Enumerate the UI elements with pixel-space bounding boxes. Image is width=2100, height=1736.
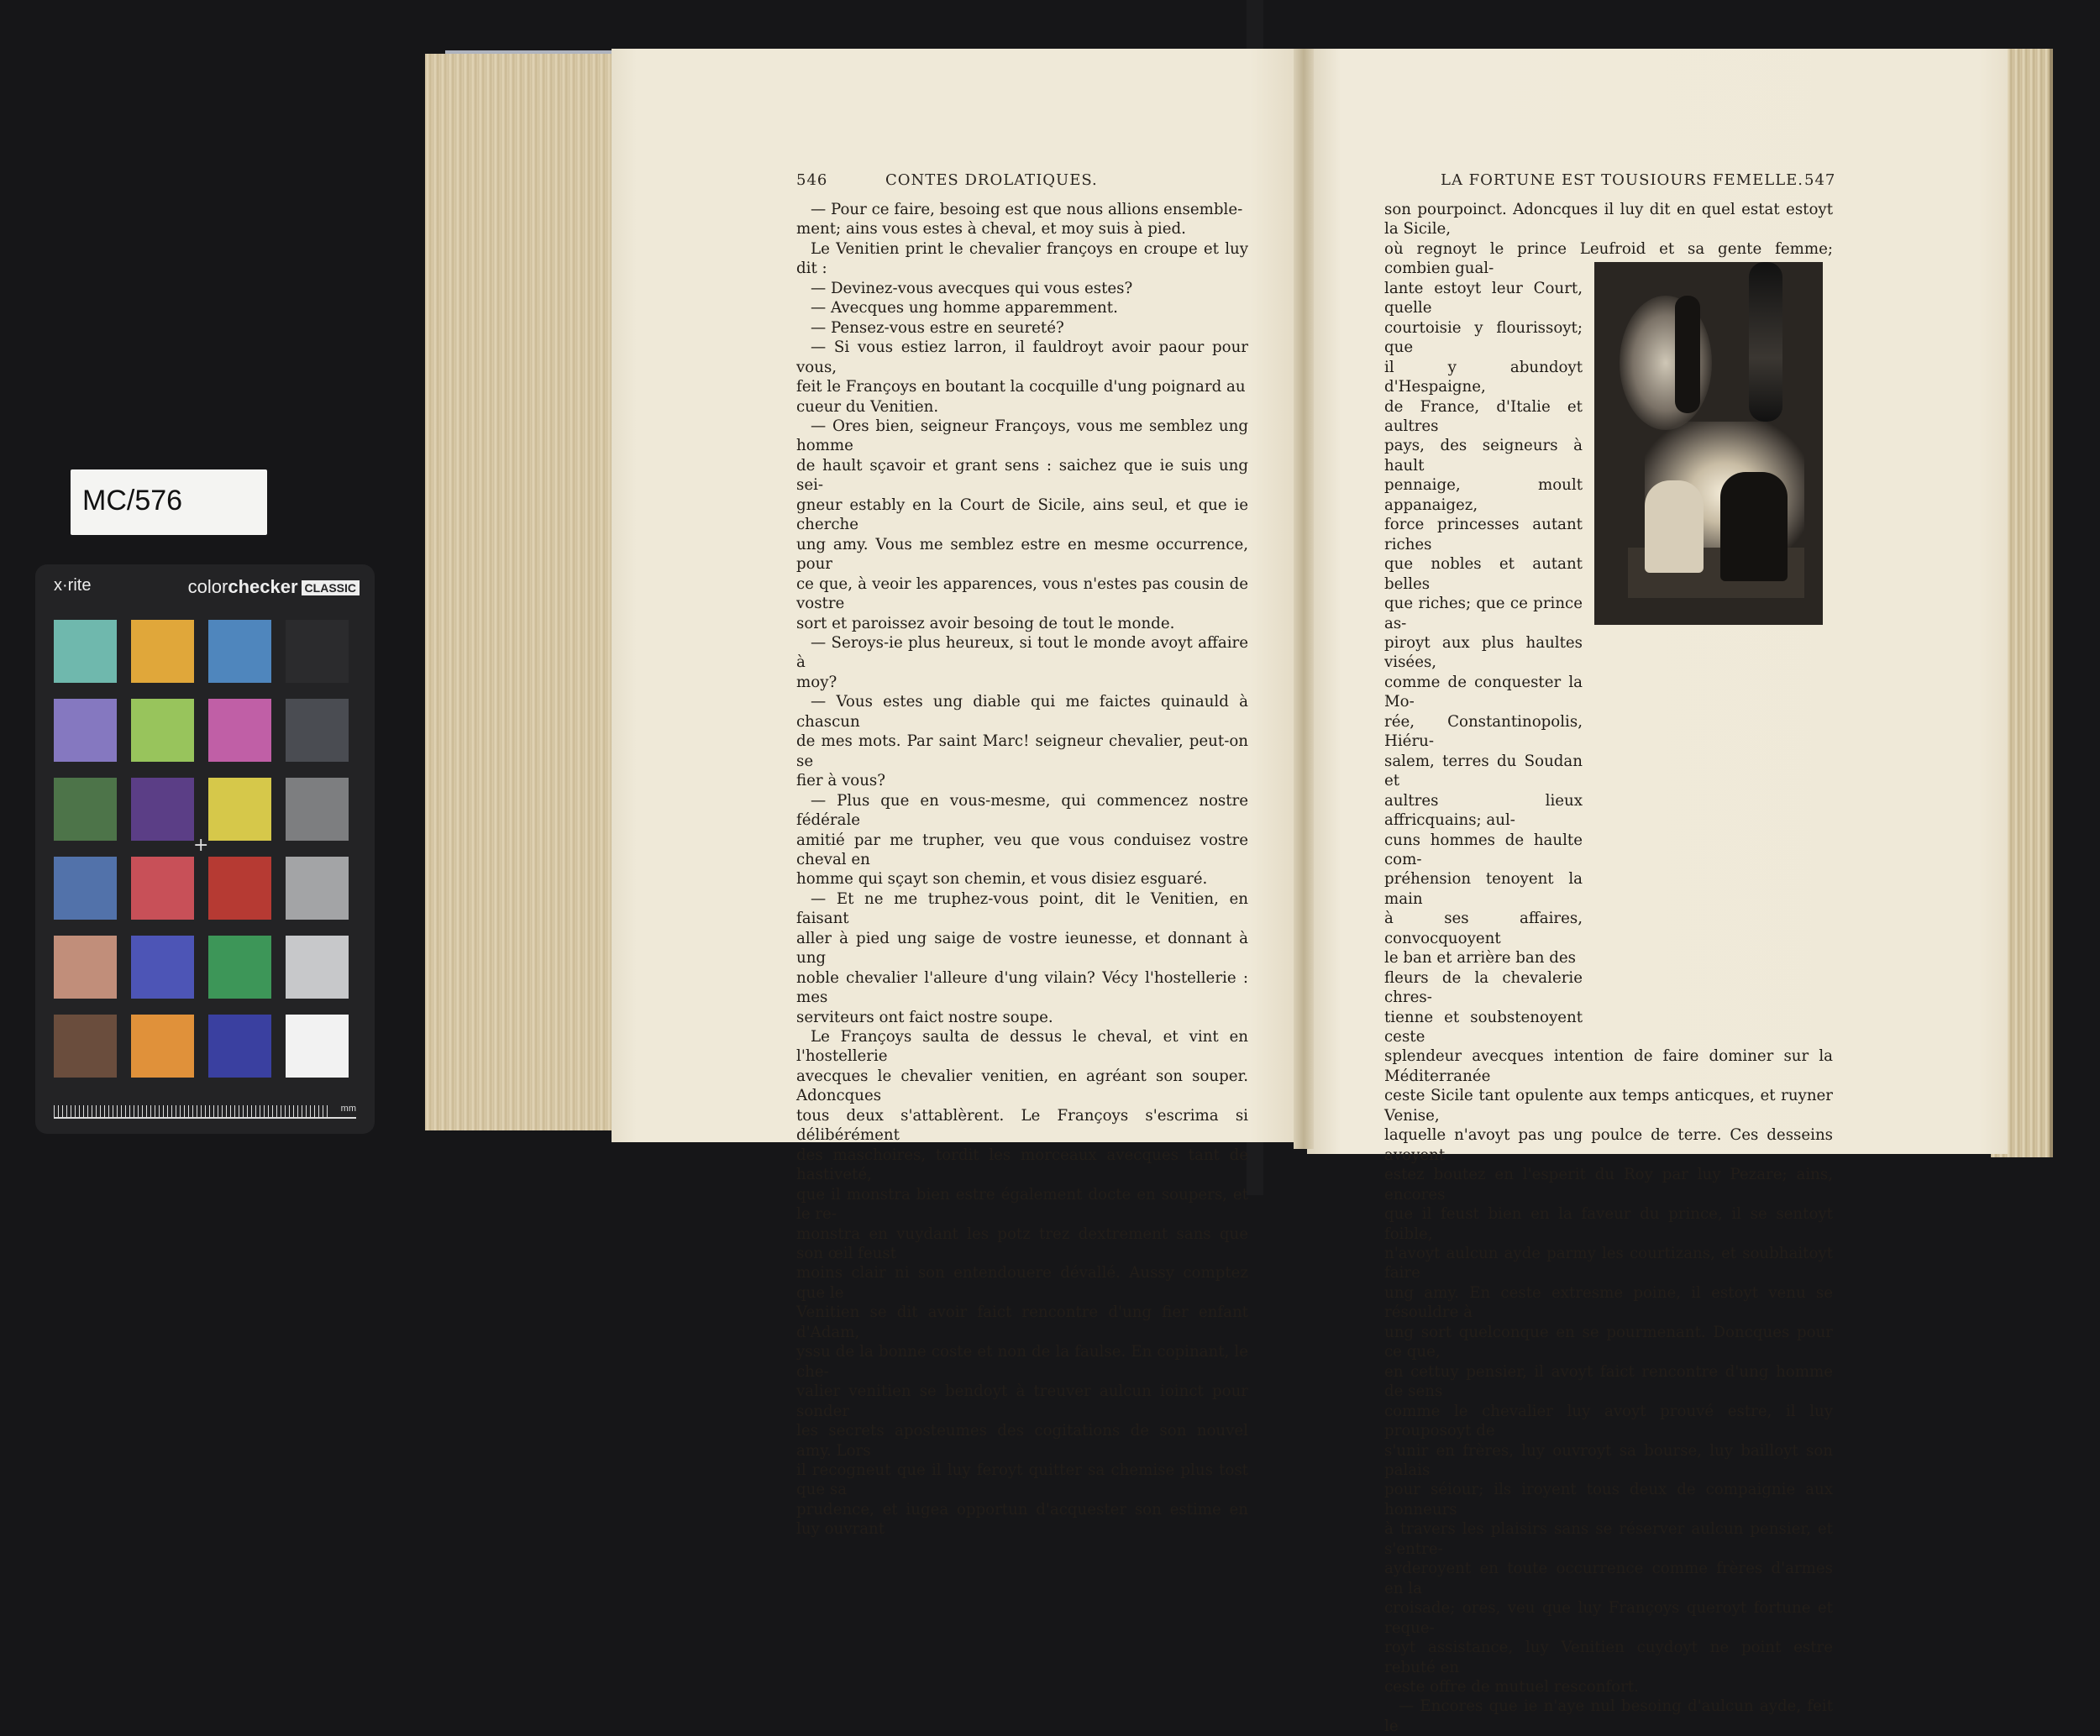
color-swatch: [54, 699, 117, 762]
ruler: [54, 1100, 356, 1119]
text-line: moins clair ni son entendouere dévallé. Aussy comptez que le: [796, 1264, 1248, 1302]
right-text-beside-illustration: [1384, 279, 1583, 1047]
illustration-seated-figure: [1720, 472, 1788, 581]
text-line: que nobles et autant belles: [1384, 555, 1583, 593]
text-line: ceste offre de mutuel resconfort.: [1384, 1677, 1639, 1696]
engraving-illustration: [1594, 262, 1823, 625]
text-line: serviteurs ont faict nostre soupe.: [796, 1008, 1053, 1026]
text-line: ung sort quelconque en se pourmenant. Doncques pour ce que,: [1384, 1323, 1833, 1361]
left-page-text: [796, 200, 1248, 1539]
text-line: pays, des seigneurs à hault: [1384, 437, 1583, 475]
text-line: laquelle n'avoyt pas ung poulce de terre. Ces desseins avoyent: [1384, 1126, 1833, 1164]
book-gutter: [1294, 49, 1314, 1149]
text-line: Le Venitien print le chevalier françoys en croupe et luy dit :: [796, 239, 1248, 278]
color-swatch: [131, 1015, 194, 1078]
text-line: prudence, et iugea opportun d'acquester son estime en luy ouvrant: [796, 1500, 1248, 1539]
text-line: — Vous estes ung diable qui me faictes quinauld à chascun: [796, 693, 1248, 731]
text-line: — Seroys-ie plus heureux, si tout le monde avoyt affaire à: [796, 633, 1248, 672]
ruler-ticks: [54, 1105, 331, 1117]
text-line: salem, terres du Soudan et: [1384, 752, 1583, 790]
text-line: rée, Constantinopolis, Hiéru-: [1384, 712, 1583, 751]
text-line: cueur du Venitien.: [796, 397, 939, 416]
text-line: comme le chevalier luy avoyt prouvé estre, il luy prouposoyt de: [1384, 1402, 1833, 1440]
illustration-seated-figure: [1645, 480, 1704, 573]
text-line: de hault sçavoir et grant sens : saichez que ie suis ung sei-: [796, 456, 1248, 495]
text-line: préhension tenoyent la main: [1384, 870, 1583, 908]
text-line: tienne et soubstenoyent ceste: [1384, 1008, 1583, 1046]
color-swatch: [131, 778, 194, 841]
text-line: aller à pied ung saige de vostre ieunesse, et donnant à ung: [796, 929, 1248, 968]
color-swatch: [286, 699, 349, 762]
text-line: splendeur avecques intention de faire dominer sur la Méditerranée: [1384, 1047, 1833, 1085]
illustration-hanging-figure: [1749, 262, 1782, 422]
text-line: il recogneut que il luy feroyt quitter sa chemise plus tost que sa: [796, 1461, 1248, 1499]
text-line: — Avecques ung homme apparemment.: [811, 299, 1118, 317]
text-line: courtoisie y flourissoyt; que: [1384, 318, 1583, 357]
text-line: les secrets aposteumes des cogitations de son nouvel amy. Lors: [796, 1422, 1248, 1460]
text-line: — Encores que ie n'aye nul besoing d'aulcun ayde, feit le: [1384, 1697, 1833, 1735]
color-swatch: [54, 857, 117, 920]
text-line: croisade; ores, veu que luy Françoys queroyt fortune et reque-: [1384, 1599, 1833, 1637]
text-line: tous deux s'attablèrent. Le Françoys s'escrima si délibérément: [796, 1106, 1248, 1145]
colorchecker-title-light: color: [187, 576, 228, 597]
text-line: valier venitien se bendoyt à treuver aulcun ioinct pour sonder: [796, 1382, 1248, 1420]
right-text-bottom: [1384, 1046, 1833, 1736]
text-line: où regnoyt le prince Leufroid et sa gente femme; combien gual-: [1384, 239, 1833, 278]
color-swatch: [208, 699, 271, 762]
text-line: avecques le chevalier venitien, en agréant son souper. Adoncques: [796, 1067, 1248, 1105]
color-swatch: [131, 620, 194, 683]
ruler-unit: mm: [340, 1104, 356, 1114]
color-swatch: [131, 857, 194, 920]
text-line: aultres lieux affricquains; aul-: [1384, 791, 1583, 830]
text-line: le ban et arrière ban des: [1384, 949, 1576, 968]
text-line: ment; ains vous estes à cheval, et moy suis à pied.: [796, 220, 1186, 239]
collection-label-text: MC/576: [82, 485, 183, 517]
text-line: fier à vous?: [796, 772, 886, 790]
text-line: cuns hommes de haulte com-: [1384, 831, 1583, 868]
text-line: il y abundoyt d'Hespaigne,: [1384, 358, 1583, 396]
color-swatch: [208, 936, 271, 999]
text-line: son pourpoinct. Adoncques il luy dit en quel estat estoyt la Sicile,: [1384, 201, 1833, 239]
text-line: des maschoires, tordit les morceaux avecques tant de hastiveté,: [796, 1146, 1248, 1184]
color-swatch: [208, 778, 271, 841]
color-swatch: [131, 699, 194, 762]
text-line: noble chevalier l'alleure d'ung vilain? Vécy l'hostellerie : mes: [796, 968, 1248, 1007]
crosshair-icon: +: [193, 835, 209, 856]
text-line: Venitien se dit avoir faict rencontre d'ung fier enfant d'Adam,: [796, 1303, 1248, 1341]
color-swatch: [54, 620, 117, 683]
text-line: force princesses autant riches: [1384, 516, 1583, 553]
text-line: — Et ne me truphez-vous point, dit le Venitien, en faisant: [796, 889, 1248, 928]
text-line: yssu de la bonne coste et non de la faulse. En copinant, le che-: [796, 1343, 1248, 1381]
ruler-line: [54, 1117, 356, 1119]
text-line: ceste Sicile tant opulente aux temps anticques, et ruyner Venise,: [1384, 1087, 1833, 1125]
color-swatch: [208, 1015, 271, 1078]
color-swatch: [208, 857, 271, 920]
color-swatch: [54, 778, 117, 841]
text-line: de mes mots. Par saint Marc! seigneur chevalier, peut-on se: [796, 732, 1248, 770]
text-line: comme de conquester la Mo-: [1384, 673, 1583, 711]
text-line: pennaige, moult appanaigez,: [1384, 476, 1583, 514]
color-swatch: [131, 936, 194, 999]
text-line: estez boutez en l'esperit du Roy par luy Pezare; ains, encores: [1384, 1166, 1833, 1204]
text-line: feit le Françoys en boutant la cocquille d'ung poignard au: [796, 378, 1246, 396]
text-line: fleurs de la chevalerie chres-: [1384, 968, 1583, 1007]
color-swatch: [54, 936, 117, 999]
text-line: lante estoyt leur Court, quelle: [1384, 279, 1583, 317]
text-line: sort et paroissez avoir besoing de tout le monde.: [796, 614, 1175, 632]
right-running-title: LA FORTUNE EST TOUSIOURS FEMELLE.: [1441, 171, 1804, 189]
color-swatch: [286, 778, 349, 841]
text-line: en cettuy pensier, il avoyt faict rencontre d'ung homme de sens: [1384, 1362, 1833, 1401]
text-line: monstra en vuydant les potz trez dextrement sans que son œil feust: [796, 1225, 1248, 1263]
text-line: gneur estably en la Court de Sicile, ains seul, et que ie cherche: [796, 496, 1248, 534]
text-line: — Pour ce faire, besoing est que nous allions ensemble-: [811, 201, 1243, 218]
left-page-block: [425, 54, 615, 1130]
left-running-title: CONTES DROLATIQUES.: [885, 171, 1098, 189]
text-line: à ses affaires, convocquoyent: [1384, 910, 1583, 947]
text-line: que riches; que ce prince as-: [1384, 595, 1583, 632]
color-swatch: [208, 620, 271, 683]
text-line: — Ores bien, seigneur Françoys, vous me semblez ung homme: [796, 417, 1248, 455]
colorchecker-title-bold: checker: [228, 576, 298, 597]
color-swatch: [286, 936, 349, 999]
text-line: royt assistance, luy Venitien cuydoyt ne point estre rebuté en: [1384, 1639, 1833, 1676]
text-line: que il monstra bien estre également docte en soupers, et le re-: [796, 1185, 1248, 1224]
text-line: pour séiour; ils iroyent tous deux de compaignie aux honneurs: [1384, 1481, 1833, 1518]
text-line: n'avoyt aulcun ayde parmy les courtizans, et soubhaitoyt faire: [1384, 1245, 1833, 1282]
text-line: piroyt aux plus haultes visées,: [1384, 633, 1583, 672]
text-line: s'unir en frères, luy ouvroyt sa bourse, luy bailloyt son palais: [1384, 1441, 1833, 1479]
text-line: amitié par me trupher, veu que vous conduisez vostre cheval en: [796, 831, 1248, 868]
text-line: Le Françoys saulta de dessus le cheval, et vint en l'hostellerie: [796, 1028, 1248, 1066]
text-line: que il feust bien en la faveur du prince, il se sentoyt foible,: [1384, 1205, 1833, 1243]
right-page-number: 547: [1804, 171, 1836, 189]
xrite-logo: x·rite: [54, 576, 92, 595]
text-line: ayderoyent en toute occurrence comme frères d'armes en la: [1384, 1560, 1833, 1597]
text-line: — Plus que en vous-mesme, qui commencez nostre fédérale: [796, 791, 1248, 830]
text-line: de France, d'Italie et aultres: [1384, 397, 1583, 435]
illustration-hanging-figure: [1675, 296, 1700, 413]
text-line: moy?: [796, 673, 837, 691]
text-line: à travers les plaisirs sans se réserver aulcun pensier, et s'entre-: [1384, 1520, 1833, 1558]
color-swatch: [286, 620, 349, 683]
collection-label: [71, 469, 267, 535]
text-line: ung amy. En ceste extresme poine, il estoyt venu se résouldre à: [1384, 1283, 1833, 1322]
colorchecker-title: [188, 576, 360, 598]
text-line: homme qui sçayt son chemin, et vous disiez esguaré.: [796, 870, 1208, 889]
text-line: — Devinez-vous avecques qui vous estes?: [811, 279, 1133, 297]
text-line: ung amy. Vous me semblez estre en mesme occurrence, pour: [796, 535, 1248, 574]
color-swatch: [286, 857, 349, 920]
left-page-number: 546: [796, 171, 828, 189]
colorchecker-badge: CLASSIC: [302, 580, 360, 595]
color-checker-card: [35, 564, 375, 1134]
text-line: — Si vous estiez larron, il fauldroyt avoir paour pour vous,: [796, 338, 1248, 376]
text-line: — Pensez-vous estre en seureté?: [811, 318, 1064, 337]
text-line: ce que, à veoir les apparences, vous n'estes pas cousin de vostre: [796, 574, 1248, 613]
color-swatch: [286, 1015, 349, 1078]
color-swatch: [54, 1015, 117, 1078]
